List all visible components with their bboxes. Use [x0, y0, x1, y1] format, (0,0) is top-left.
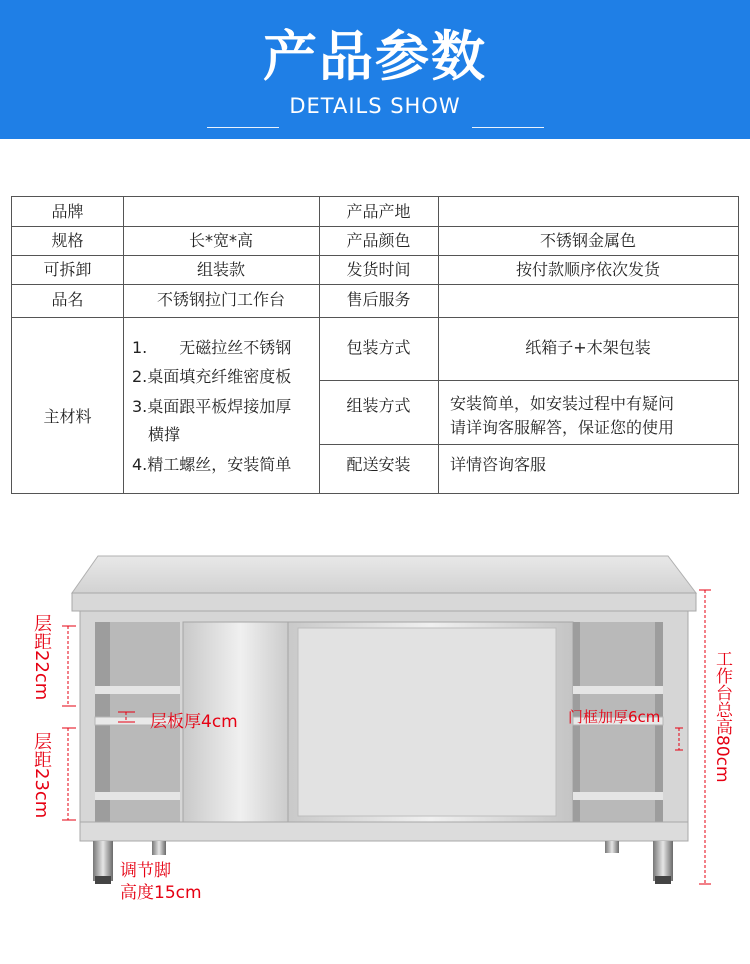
- spec-label-delivery: 配送安装: [346, 455, 411, 474]
- spec-label-name: 品名: [51, 290, 84, 309]
- spec-label-size: 规格: [51, 231, 84, 250]
- label-foot-line1: 调节脚: [120, 861, 171, 881]
- spec-value-assembly-line1: 安装简单，如安装过程中有疑问: [450, 394, 675, 413]
- label-layer-gap-lower: 层距23cm: [31, 732, 52, 819]
- spec-value-name: 不锈钢拉门工作台: [156, 290, 285, 309]
- material-item-3: 3.桌面跟平板焊接加厚: [132, 397, 292, 416]
- page-title: 产品参数: [263, 25, 487, 88]
- spec-label-origin: 产品产地: [346, 202, 411, 221]
- worktop: [72, 556, 696, 593]
- label-shelf-thickness: 层板厚4cm: [150, 712, 238, 732]
- label-frame-thickness: 门框加厚6cm: [568, 708, 661, 726]
- worktop-front-edge: [72, 593, 696, 611]
- spec-value-packaging: 纸箱子+木架包装: [525, 338, 651, 357]
- spec-label-brand: 品牌: [51, 202, 84, 221]
- spec-label-detachable: 可拆卸: [43, 260, 92, 279]
- right-shelf: [573, 686, 663, 694]
- spec-label-packaging: 包装方式: [346, 338, 411, 357]
- spec-label-material: 主材料: [43, 407, 92, 426]
- label-foot-line2: 高度15cm: [120, 883, 202, 903]
- spec-value-shipping: 按付款顺序依次发货: [515, 260, 660, 279]
- adjustable-foot-back-right: [605, 841, 619, 853]
- spec-label-aftersales: 售后服务: [346, 290, 411, 309]
- page-subtitle: DETAILS SHOW: [289, 94, 461, 118]
- spec-value-delivery: 详情咨询客服: [450, 455, 547, 474]
- label-layer-gap-upper: 层距22cm: [31, 614, 52, 701]
- spec-label-shipping: 发货时间: [346, 260, 411, 279]
- material-item-3-cont: 横撑: [148, 425, 181, 444]
- spec-value-size: 长*宽*高: [188, 231, 253, 250]
- bottom-rail: [80, 822, 688, 841]
- material-item-4: 4.精工螺丝，安装简单: [132, 455, 292, 474]
- label-total-height: 工作台总高80cm: [712, 650, 732, 783]
- adjustable-foot-left: [93, 841, 113, 881]
- spec-value-color: 不锈钢金属色: [539, 231, 636, 250]
- spec-label-assembly: 组装方式: [346, 396, 411, 415]
- spec-value-assembly-line2: 请详询客服解答，保证您的使用: [450, 418, 675, 437]
- material-item-1: 1. 无磁拉丝不锈钢: [132, 338, 292, 357]
- spec-label-color: 产品颜色: [346, 231, 411, 250]
- material-item-2: 2.桌面填充纤维密度板: [132, 367, 292, 386]
- adjustable-foot-right: [653, 841, 673, 881]
- adjustable-foot-back-left: [152, 841, 166, 855]
- left-shelf: [95, 686, 180, 694]
- spec-value-detachable: 组装款: [196, 260, 245, 279]
